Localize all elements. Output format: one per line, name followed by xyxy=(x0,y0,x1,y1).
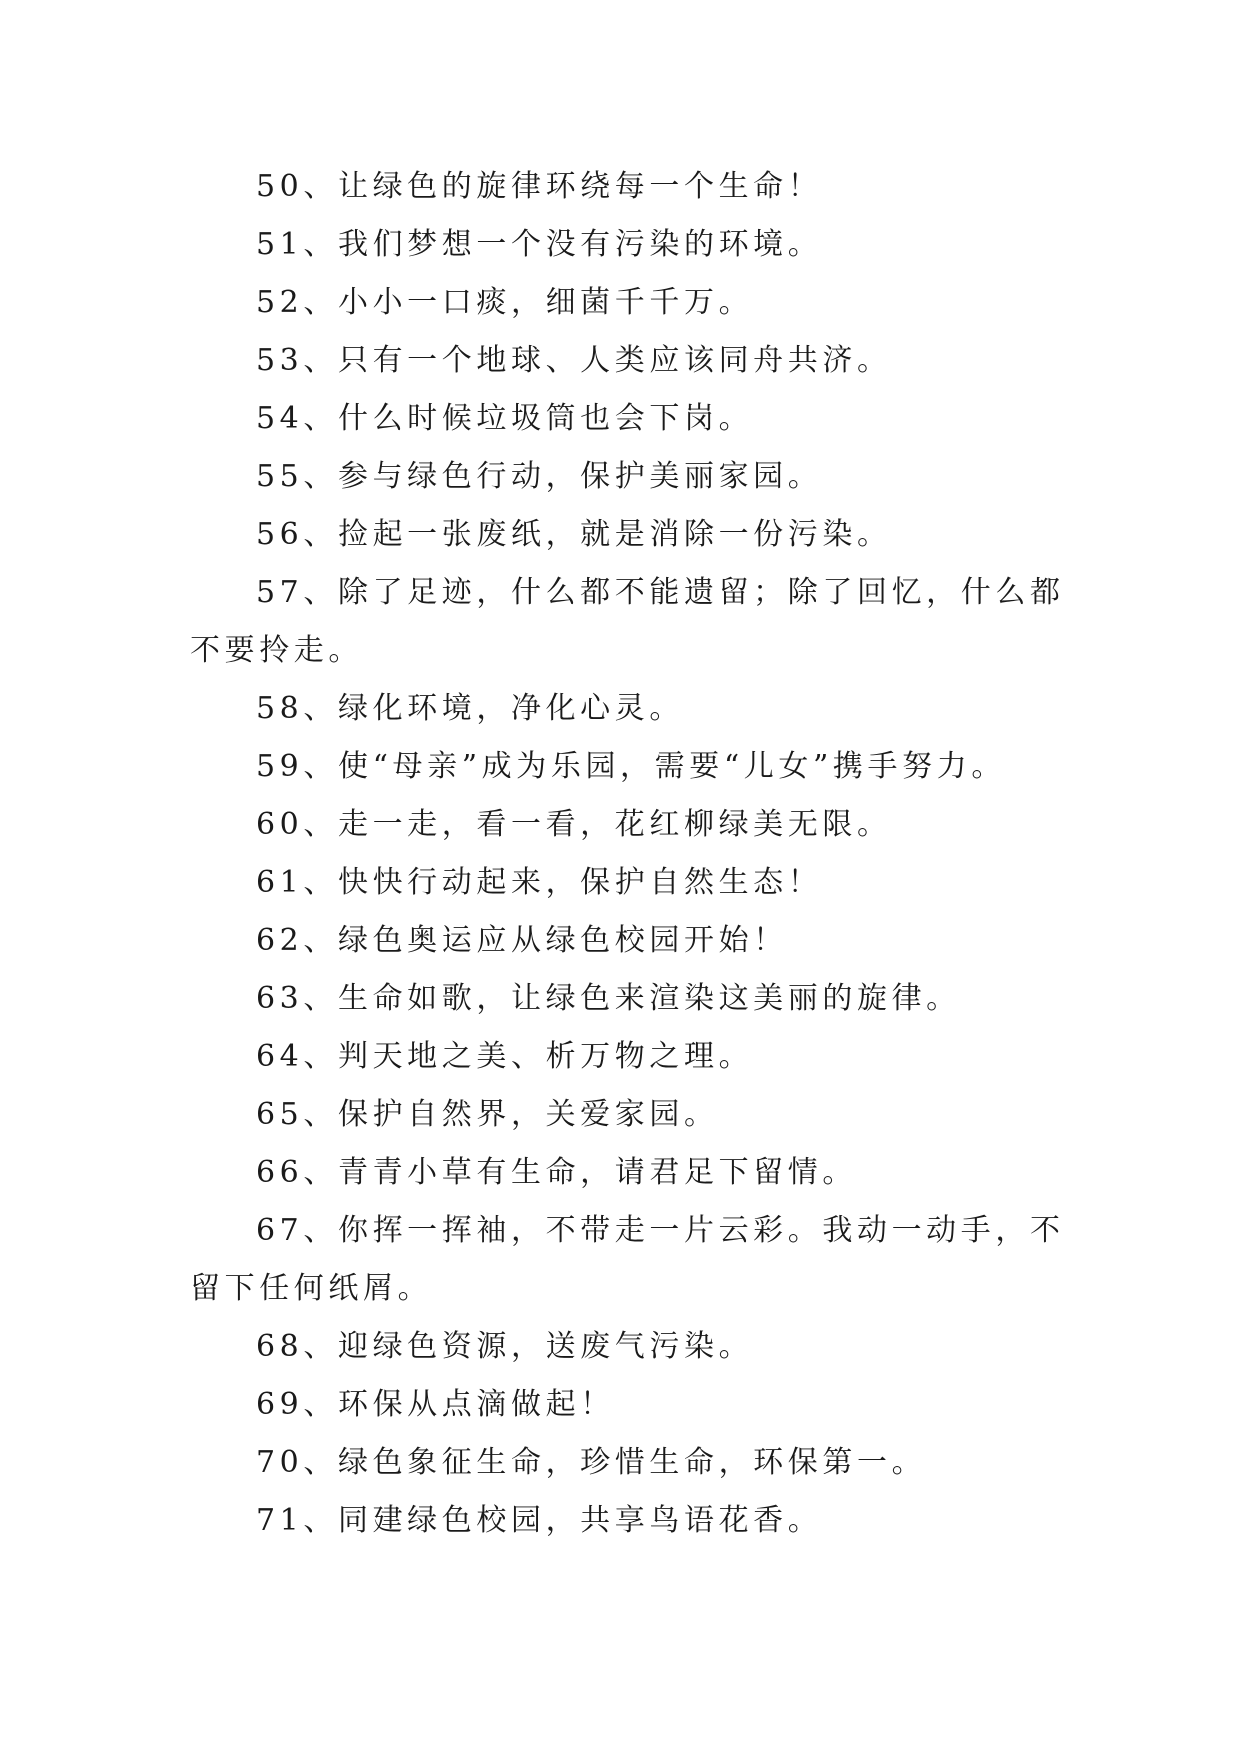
slogan-67: 67、你挥一挥袖，不带走一片云彩。我动一动手，不留下任何纸屑。 xyxy=(190,1213,1065,1306)
slogan-68: 68、迎绿色资源，送废气污染。 xyxy=(256,1329,754,1364)
slogan-65: 65、保护自然界，关爱家园。 xyxy=(256,1097,719,1132)
slogan-62: 62、绿色奥运应从绿色校园开始！ xyxy=(256,923,788,958)
slogan-54: 54、什么时候垃圾筒也会下岗。 xyxy=(256,401,754,436)
slogan-list xyxy=(190,158,1070,1550)
slogan-64: 64、判天地之美、析万物之理。 xyxy=(256,1039,754,1074)
slogan-61: 61、快快行动起来，保护自然生态！ xyxy=(256,865,823,900)
slogan-60: 60、走一走，看一看，花红柳绿美无限。 xyxy=(256,807,892,842)
slogan-50: 50、让绿色的旋律环绕每一个生命！ xyxy=(256,169,823,204)
slogan-70: 70、绿色象征生命，珍惜生命，环保第一。 xyxy=(256,1445,927,1480)
slogan-66: 66、青青小草有生命，请君足下留情。 xyxy=(256,1155,857,1190)
slogan-69: 69、环保从点滴做起！ xyxy=(256,1387,615,1422)
slogan-57: 57、除了足迹，什么都不能遗留；除了回忆，什么都不要拎走。 xyxy=(190,575,1065,668)
slogan-51: 51、我们梦想一个没有污染的环境。 xyxy=(256,227,823,262)
slogan-53: 53、只有一个地球、人类应该同舟共济。 xyxy=(256,343,892,378)
slogan-55: 55、参与绿色行动，保护美丽家园。 xyxy=(256,459,823,494)
slogan-56: 56、捡起一张废纸，就是消除一份污染。 xyxy=(256,517,892,552)
slogan-63: 63、生命如歌，让绿色来渲染这美丽的旋律。 xyxy=(256,981,961,1016)
slogan-71: 71、同建绿色校园，共享鸟语花香。 xyxy=(256,1503,823,1538)
slogan-59: 59、使“母亲”成为乐园，需要“儿女”携手努力。 xyxy=(256,749,1006,784)
slogan-58: 58、绿化环境，净化心灵。 xyxy=(256,691,684,726)
slogan-52: 52、小小一口痰，细菌千千万。 xyxy=(256,285,754,320)
